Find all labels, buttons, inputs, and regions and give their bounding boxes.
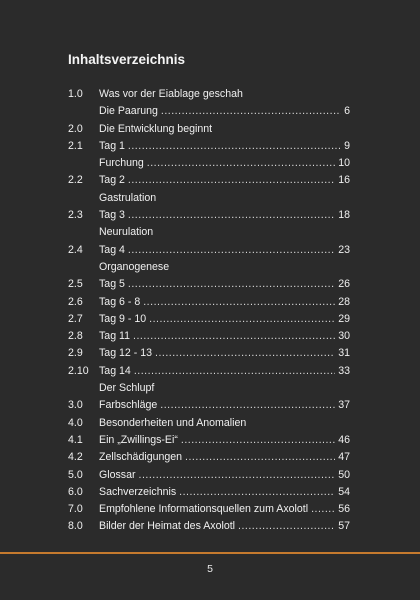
toc-entry-line <box>99 86 350 103</box>
toc-entry-page: 47 <box>338 451 350 464</box>
toc-entry-line <box>99 345 350 362</box>
toc-entry <box>68 276 350 293</box>
toc-entry-page: 6 <box>344 105 350 118</box>
toc-dot-leader <box>181 432 335 449</box>
toc-entry-number: 4.0 <box>68 416 83 429</box>
toc-entry-title: Tag 12 - 13 <box>99 347 153 360</box>
toc-entry-page: 54 <box>338 485 350 498</box>
toc-entry <box>68 172 350 189</box>
toc-entry-title: Tag 4 <box>99 243 125 256</box>
toc-entry-title: Besonderheiten und Anomalien <box>99 416 247 429</box>
toc-dot-leader <box>185 449 335 466</box>
toc-entry <box>68 501 350 518</box>
toc-entry-title: Tag 14 <box>99 364 131 377</box>
toc-entry-page: 9 <box>344 139 350 152</box>
toc-entry-number: 1.0 <box>68 88 83 100</box>
toc-entry-title: Neurulation <box>99 226 154 239</box>
toc-entry <box>68 467 350 484</box>
toc-entry-line <box>99 449 350 466</box>
toc-entry-line <box>99 501 350 518</box>
toc-entry-number: 2.9 <box>68 347 83 360</box>
toc-entry-page: 26 <box>338 278 350 291</box>
toc-entry-line <box>99 380 350 397</box>
toc-entry-page: 18 <box>338 209 350 222</box>
toc-dot-leader <box>128 138 341 155</box>
footer-page-number: 5 <box>207 563 213 575</box>
toc-entry <box>68 190 350 207</box>
toc-entry-title: Zellschädigungen <box>99 451 183 464</box>
toc-entry <box>68 363 350 380</box>
toc-entry <box>68 345 350 362</box>
toc-dot-leader <box>160 397 335 414</box>
toc-entry <box>68 328 350 345</box>
toc-entry-page: 37 <box>338 399 350 412</box>
toc-entry-title: Farbschläge <box>99 399 158 412</box>
toc-entry-number: 2.5 <box>68 278 83 291</box>
toc-entry-page: 33 <box>338 364 350 377</box>
toc-entry <box>68 242 350 259</box>
toc-dot-leader <box>134 363 335 380</box>
toc-entry <box>68 207 350 224</box>
toc-dot-leader <box>179 484 335 501</box>
toc-dot-leader <box>128 276 335 293</box>
toc-entry-title: Die Paarung <box>99 105 158 118</box>
toc-entry-title: Empfohlene Informationsquellen zum Axolotl <box>99 503 309 516</box>
toc-entry-page: 10 <box>338 157 350 170</box>
toc-entry-line <box>99 207 350 224</box>
toc-entry-title: Tag 5 <box>99 278 125 291</box>
toc-entry-line <box>99 242 350 259</box>
toc-entry-line <box>99 484 350 501</box>
toc-entry-line <box>99 172 350 189</box>
toc-entry-line <box>99 311 350 328</box>
toc-dot-leader <box>147 155 335 172</box>
toc-entry-line <box>99 103 350 120</box>
toc-entry-number: 2.3 <box>68 209 83 222</box>
toc-entry-number: 7.0 <box>68 503 83 516</box>
toc-entry-title: Gastrulation <box>99 191 157 204</box>
toc-entry-number: 2.10 <box>68 364 89 377</box>
toc-entry-number: 4.1 <box>68 433 83 446</box>
toc-entry <box>68 380 350 397</box>
toc-entry-page: 28 <box>338 295 350 308</box>
toc-entry-page: 29 <box>338 312 350 325</box>
toc-entry-line <box>99 276 350 293</box>
toc-dot-leader <box>149 311 335 328</box>
footer-divider <box>0 552 420 554</box>
toc-entry-title: Was vor der Eiablage geschah <box>99 88 243 100</box>
toc-entry-page: 16 <box>338 174 350 187</box>
toc-entry-title: Ein „Zwillings-Ei“ <box>99 433 178 446</box>
toc-dot-leader <box>133 328 335 345</box>
toc-entry-line <box>99 467 350 484</box>
toc-entry <box>68 311 350 328</box>
toc-dot-leader <box>128 172 335 189</box>
toc-entry-line <box>99 518 350 535</box>
toc-entry-line <box>99 397 350 414</box>
toc-dot-leader <box>128 207 335 224</box>
toc-entry <box>68 415 350 432</box>
toc-entry-title: Furchung <box>99 157 144 170</box>
toc-entry-page: 23 <box>338 243 350 256</box>
toc-dot-leader <box>143 294 335 311</box>
toc-entry-title: Tag 6 - 8 <box>99 295 141 308</box>
toc-entry-line <box>99 432 350 449</box>
toc-entry-page: 56 <box>338 503 350 516</box>
toc-entry-number: 4.2 <box>68 451 83 464</box>
toc-entry-title: Die Entwicklung beginnt <box>99 122 213 135</box>
toc-entry-title: Tag 1 <box>99 139 125 152</box>
toc-entry-title: Tag 11 <box>99 330 131 343</box>
toc-entry <box>68 138 350 155</box>
toc-entry-number: 5.0 <box>68 468 83 481</box>
toc-entry-number: 2.2 <box>68 174 83 187</box>
toc-entry <box>68 224 350 241</box>
toc-entry <box>68 484 350 501</box>
toc-dot-leader <box>155 345 335 362</box>
toc-entry-title: Tag 3 <box>99 209 125 222</box>
toc-entry <box>68 121 350 138</box>
toc-entry-title: Tag 9 - 10 <box>99 312 147 325</box>
toc-entry <box>68 294 350 311</box>
toc-entry-line <box>99 328 350 345</box>
toc-entry-title: Tag 2 <box>99 174 125 187</box>
toc-entry-line <box>99 190 350 207</box>
toc-entry-line <box>99 224 350 241</box>
toc-entry-number: 2.8 <box>68 330 83 343</box>
toc-entry-title: Sachverzeichnis <box>99 485 177 498</box>
toc-entry-number: 6.0 <box>68 485 83 498</box>
toc-entry-number: 2.6 <box>68 295 83 308</box>
toc-entry <box>68 155 350 172</box>
toc-entry-line <box>99 155 350 172</box>
toc-entry <box>68 449 350 466</box>
toc-entry-number: 2.1 <box>68 139 83 152</box>
toc-entry <box>68 432 350 449</box>
toc-entry <box>68 103 350 120</box>
toc-entry-title: Glossar <box>99 468 136 481</box>
toc-dot-leader <box>238 518 335 535</box>
page-title: Inhaltsverzeichnis <box>68 52 186 67</box>
toc-entry <box>68 518 350 535</box>
toc-entry-line <box>99 121 350 138</box>
toc-entry-page: 30 <box>338 330 350 343</box>
toc-entry-title: Bilder der Heimat des Axolotl <box>99 520 236 533</box>
toc-entry <box>68 397 350 414</box>
toc-dot-leader <box>161 103 341 120</box>
toc-entry-number: 2.4 <box>68 243 83 256</box>
toc-entry-page: 57 <box>338 520 350 533</box>
toc-dot-leader <box>128 242 335 259</box>
toc-dot-leader <box>311 501 335 518</box>
toc-entry <box>68 259 350 276</box>
toc-entry-line <box>99 138 350 155</box>
toc-entry-number: 2.0 <box>68 122 83 135</box>
toc-entry-page: 31 <box>338 347 350 360</box>
toc-entry-number: 2.7 <box>68 312 83 325</box>
toc-entry-line <box>99 415 350 432</box>
toc-entry-line <box>99 294 350 311</box>
toc-entry-title: Organogenese <box>99 260 170 273</box>
toc-entry-line <box>99 259 350 276</box>
table-of-contents <box>68 86 350 536</box>
toc-entry-page: 50 <box>338 468 350 481</box>
toc-entry-line <box>99 363 350 380</box>
toc-entry-number: 3.0 <box>68 399 83 412</box>
toc-dot-leader <box>139 467 336 484</box>
toc-entry-title: Der Schlupf <box>99 382 155 395</box>
toc-entry-page: 46 <box>338 433 350 446</box>
toc-entry-number: 8.0 <box>68 520 83 533</box>
toc-entry <box>68 86 350 103</box>
